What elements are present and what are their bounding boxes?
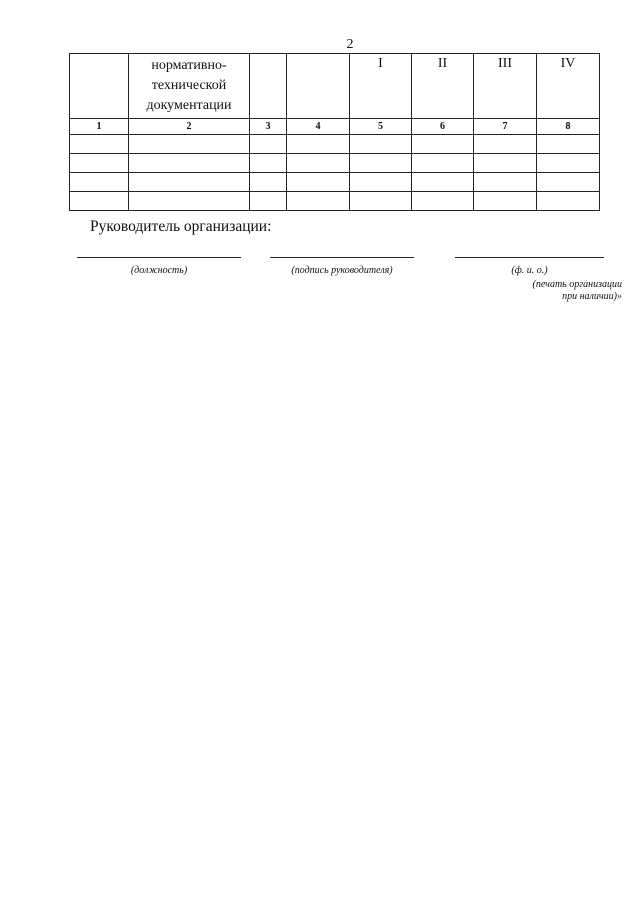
name-caption: (ф. и. о.) <box>511 265 548 276</box>
column-number: 3 <box>250 119 287 135</box>
seal-note-line: при наличии)» <box>562 291 622 302</box>
table-row <box>70 154 600 173</box>
table-cell <box>474 135 537 154</box>
table-cell <box>250 135 287 154</box>
table-cell <box>412 154 474 173</box>
table-cell <box>70 192 129 211</box>
column-number: 6 <box>412 119 474 135</box>
table-cell <box>287 154 350 173</box>
header-cell-quarter-1 <box>350 54 412 119</box>
header-cell-4 <box>287 54 350 119</box>
signature-caption: (подпись руководителя) <box>291 265 393 276</box>
table-cell <box>287 173 350 192</box>
table-cell <box>474 173 537 192</box>
column-number: 7 <box>474 119 537 135</box>
table-cell <box>350 135 412 154</box>
table-cell <box>474 192 537 211</box>
table-cell <box>412 173 474 192</box>
header-cell-2 <box>129 54 250 119</box>
table-cell <box>412 135 474 154</box>
table-row <box>70 192 600 211</box>
table-cell <box>70 154 129 173</box>
table-cell <box>537 154 600 173</box>
header-cell-quarter-2 <box>412 54 474 119</box>
quarter-label: IV <box>560 56 576 71</box>
table-cell <box>537 192 600 211</box>
table-cell <box>350 173 412 192</box>
column-number: 4 <box>287 119 350 135</box>
table-cell <box>129 173 250 192</box>
column-number: 2 <box>129 119 250 135</box>
header-text-line: технической <box>151 78 227 93</box>
header-text-line: нормативно- <box>151 58 227 73</box>
header-cell-quarter-3 <box>474 54 537 119</box>
table-cell <box>287 192 350 211</box>
table-cell <box>70 173 129 192</box>
signature-line <box>270 257 414 258</box>
table-row <box>70 173 600 192</box>
table-cell <box>129 192 250 211</box>
column-number: 1 <box>70 119 129 135</box>
table-cell <box>287 135 350 154</box>
table-cell <box>350 192 412 211</box>
column-number: 5 <box>350 119 412 135</box>
column-number-row <box>70 119 600 135</box>
table-cell <box>350 154 412 173</box>
seal-note <box>533 279 622 303</box>
quarter-label: III <box>498 56 512 71</box>
table-cell <box>129 135 250 154</box>
position-line <box>77 257 241 258</box>
table-cell <box>412 192 474 211</box>
table-cell <box>537 135 600 154</box>
seal-note-line: (печать организации <box>532 279 622 290</box>
form-table <box>69 53 600 211</box>
quarter-label: II <box>437 56 448 71</box>
table-cell <box>474 154 537 173</box>
table-cell <box>250 192 287 211</box>
table-header-row <box>70 54 600 119</box>
page-number: 2 <box>346 37 354 52</box>
table-cell <box>250 173 287 192</box>
header-cell-1 <box>70 54 129 119</box>
quarter-label: I <box>378 56 383 71</box>
header-text-line: документации <box>146 98 232 113</box>
header-cell-3 <box>250 54 287 119</box>
header-cell-quarter-4 <box>537 54 600 119</box>
table-cell <box>250 154 287 173</box>
position-caption: (должность) <box>130 265 188 276</box>
column-number: 8 <box>537 119 600 135</box>
table-cell <box>129 154 250 173</box>
table-cell <box>70 135 129 154</box>
table-row <box>70 135 600 154</box>
director-label: Руководитель организации: <box>90 218 272 235</box>
name-line <box>455 257 604 258</box>
table-cell <box>537 173 600 192</box>
